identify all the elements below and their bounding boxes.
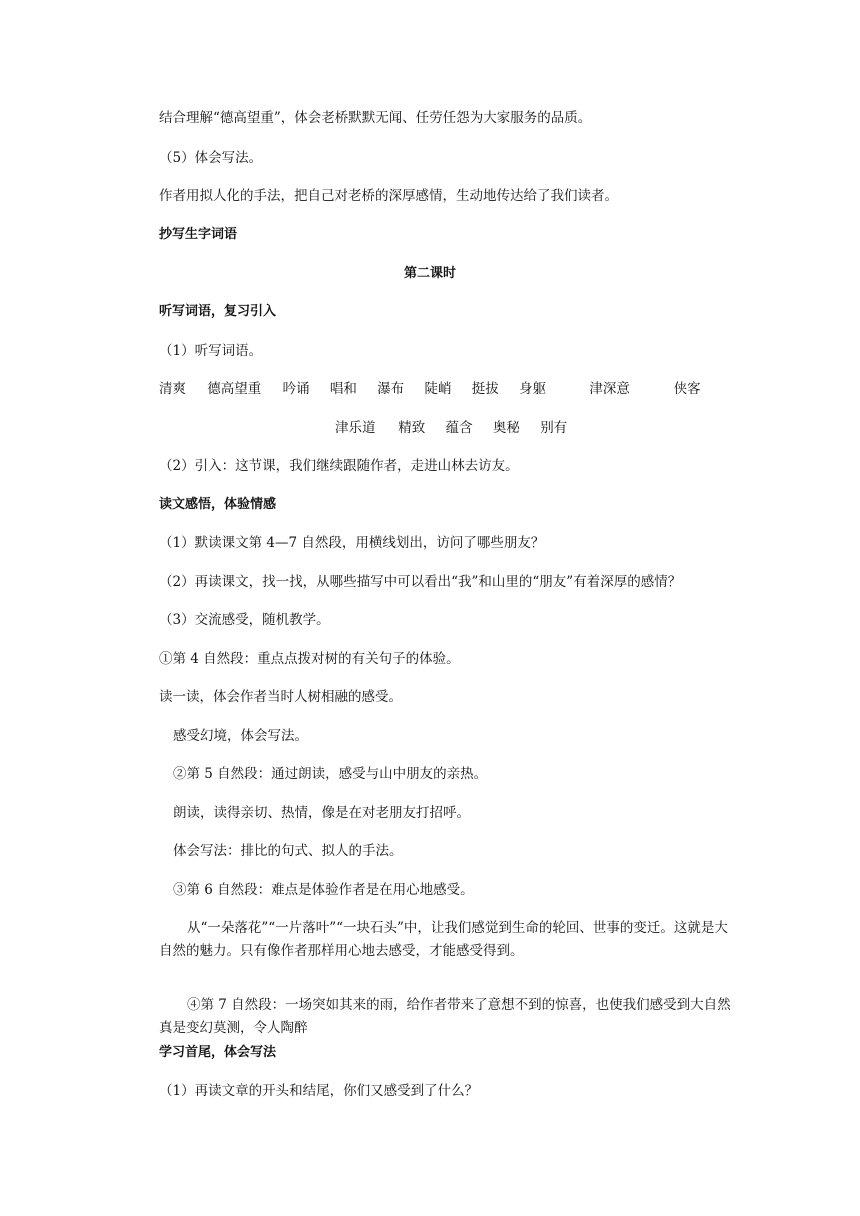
section-heading: 听写词语，复习引入	[159, 304, 277, 319]
paragraph: 结合理解“德高望重”，体会老桥默默无闻、任劳任怨为大家服务的品质。	[159, 110, 592, 126]
paragraph: 朗读，读得亲切、热情，像是在对老朋友打招呼。	[173, 805, 470, 821]
vocab-word: 德高望重	[207, 381, 262, 397]
paragraph: （1）再读文章的开头和结尾，你们又感受到了什么？	[159, 1083, 479, 1099]
paragraph: （1）默读课文第 4—7 自然段，用横线划出，访问了哪些朋友？	[159, 535, 545, 551]
vocab-word: 精致	[398, 420, 426, 436]
paragraph: （2）再读课文，找一找，从哪些描写中可以看出“我”和山里的“朋友”有着深厚的感情？	[159, 574, 682, 590]
paragraph: ①第 4 自然段：重点点拨对树的有关句子的体验。	[159, 651, 460, 667]
vocabulary-row	[335, 418, 580, 438]
section-heading: 学习首尾，体会写法	[159, 1045, 277, 1060]
paragraph: （2）引入：这节课，我们继续跟随作者，走进山林去访友。	[159, 458, 519, 474]
section-heading: 读文感悟，体验情感	[159, 497, 277, 512]
paragraph: （3）交流感受，随机教学。	[159, 612, 330, 628]
lesson-title: 第二课时	[403, 266, 456, 281]
vocab-word: 唱和	[329, 381, 357, 397]
vocabulary-row	[159, 379, 714, 399]
section-heading: 抄写生字词语	[159, 227, 238, 242]
paragraph: （1）听写词语。	[159, 343, 263, 359]
paragraph: 作者用拟人化的手法，把自己对老桥的深厚感情，生动地传达给了我们读者。	[159, 188, 618, 204]
paragraph: ③第 6 自然段：难点是体验作者是在用心地感受。	[173, 882, 474, 898]
vocab-word: 陡峭	[424, 381, 452, 397]
vocab-word: 清爽	[159, 381, 186, 397]
vocab-word: 瀑布	[377, 381, 405, 397]
vocab-word: 侠客	[673, 381, 701, 397]
paragraph: （5）体会写法。	[159, 150, 263, 166]
vocab-word: 津深意	[589, 381, 630, 397]
vocab-word: 津乐道	[335, 420, 376, 436]
paragraph: 感受幻境，体会写法。	[173, 728, 308, 744]
vocab-word: 吟诵	[282, 381, 310, 397]
vocab-word: 身躯	[519, 381, 547, 397]
paragraph: 读一读，体会作者当时人树相融的感受。	[159, 689, 402, 705]
paragraph: ④第 7 自然段：一场突如其来的雨，给作者带来了意想不到的惊喜，也使我们感受到大自然真是变幻莫测，令人陶醉	[159, 997, 731, 1036]
vocab-word: 别有	[540, 420, 568, 436]
paragraph: ②第 5 自然段：通过朗读，感受与山中朋友的亲热。	[173, 766, 488, 782]
vocab-word: 奥秘	[492, 420, 520, 436]
paragraph: 体会写法：排比的句式、拟人的手法。	[173, 843, 403, 859]
vocab-word: 蕴含	[445, 420, 473, 436]
vocab-word: 挺拔	[471, 381, 499, 397]
paragraph: 从“一朵落花”“一片落叶”“一块石头”中，让我们感觉到生命的轮回、世事的变迁。这就是大自然的魅力。只有像作者那样用心地去感受，才能感受得到。	[159, 920, 728, 959]
